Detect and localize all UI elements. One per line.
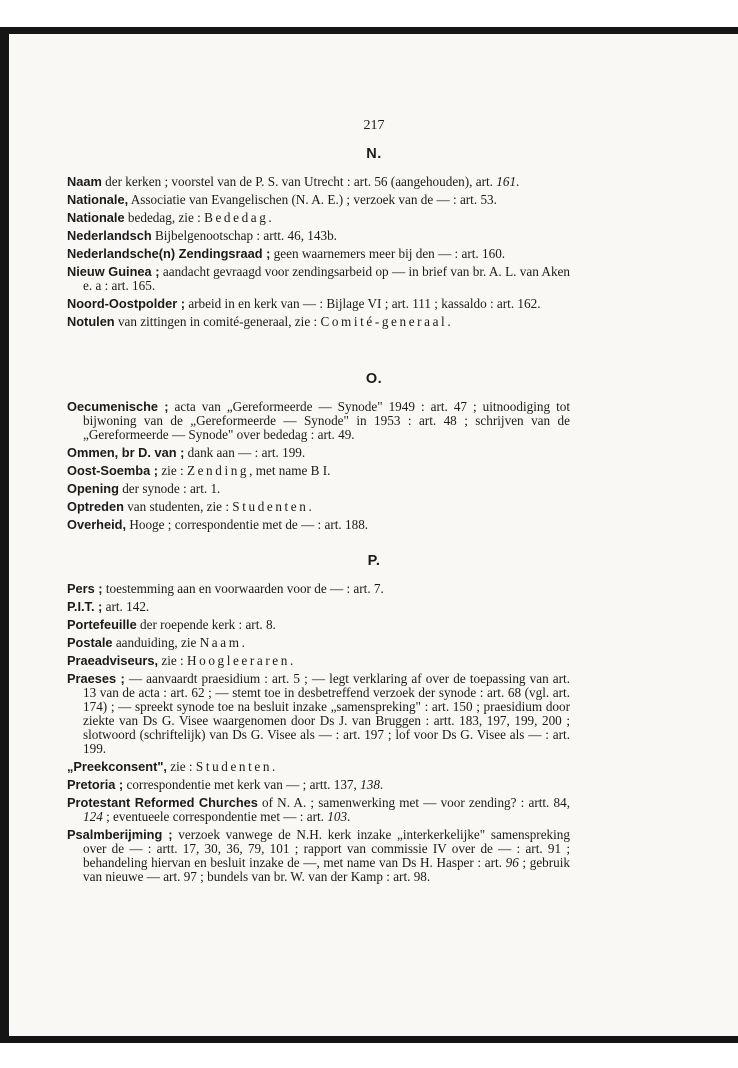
entry-headword: Opening xyxy=(67,481,119,496)
entry-headword: Portefeuille xyxy=(67,617,137,632)
index-entry: Nationale bededag, zie : Bededag. xyxy=(67,210,272,225)
index-entry: Postale aanduiding, zie Naam. xyxy=(67,635,245,650)
entry-headword: Postale xyxy=(67,635,113,650)
index-entry: Pers ; toestemming aan en voorwaarden voor de — : art. 7. xyxy=(67,581,384,596)
index-entry: Protestant Reformed Churches of N. A. ; samenwerking met — voor zending? : artt. 84, 124 ; eventueele correspondentie met — : art. 103. xyxy=(67,795,570,824)
index-entry: „Preekconsent", zie : Studenten. xyxy=(67,759,276,774)
cross-reference: Comité-generaal xyxy=(320,314,448,329)
index-entry: Noord-Oostpolder ; arbeid in en kerk van — : Bijlage VI ; art. 111 ; kassaldo : art. 162. xyxy=(67,296,541,311)
index-entry: Nieuw Guinea ; aandacht gevraagd voor zendingsarbeid op — in brief van br. A. L. van Aken e. a : art. 165. xyxy=(67,264,570,293)
entry-headword: Noord-Oostpolder ; xyxy=(67,296,186,311)
index-entry: Ommen, br D. van ; dank aan — : art. 199. xyxy=(67,445,306,460)
index-entry: Oost-Soemba ; zie : Zending, met name B I. xyxy=(67,463,331,478)
cross-reference: Zending xyxy=(186,463,250,478)
scan-border-top xyxy=(6,27,738,34)
index-entry: Oecumenische ; acta van „Gereformeerde — Synode" 1949 : art. 47 ; uitnoodiging tot bijwoning van de „Gereformeerde — Synode" in 1953 : art. 48 ; schrijven van de „Gereformeerde — Synode" over bededag : art. 49. xyxy=(67,399,570,442)
index-section-o xyxy=(67,400,570,532)
section-heading-o: O. xyxy=(365,371,383,387)
index-entry: Opening der synode : art. 1. xyxy=(67,481,221,496)
section-heading-p: P. xyxy=(367,553,381,569)
entry-headword: Praeadviseurs, xyxy=(67,653,159,668)
index-entry: Nationale, Associatie van Evangelischen (N. A. E.) ; verzoek van de — : art. 53. xyxy=(67,192,497,207)
index-entry: Portefeuille der roepende kerk : art. 8. xyxy=(67,617,276,632)
entry-headword: Optreden xyxy=(67,499,124,514)
cross-reference: Studenten xyxy=(232,499,309,514)
section-heading-n: N. xyxy=(366,146,382,162)
index-section-p xyxy=(67,582,570,884)
index-entry: Praeses ; — aanvaardt praesidium : art. 5 ; — legt verklaring af over de toepassing van art. 13 van de acta : art. 62 ; — stemt toe in desbetreffend verzoek der synode : art. 68 (vgl. art. 174) ; — spreekt synode toe na besluit inzake „samenspreking" : art. 150 ; praesidium door ziekte van Ds G. Visee waargenomen door Ds J. van Bruggen : artt. 183, 197, 199, 200 ; slotwoord (schriftelijk) van Ds G. Visee als — : art. 197 ; lof voor Ds G. Visee als — : art. 199. xyxy=(67,671,570,756)
entry-headword: Notulen xyxy=(67,314,115,329)
entry-headword: Pers ; xyxy=(67,581,103,596)
entry-headword: „Preekconsent", xyxy=(67,759,167,774)
entry-headword: Oost-Soemba ; xyxy=(67,463,159,478)
entry-headword: Pretoria ; xyxy=(67,777,124,792)
index-entry: Psalmberijming ; verzoek vanwege de N.H. kerk inzake „interkerkelijke" samenspreking over de — : artt. 17, 30, 36, 79, 101 ; rapport van commissie IV over de — : art. 91 ; behandeling hiervan en besluit inzake de —, met name van Ds H. Hasper : art. 96 ; gebruik van nieuwe — art. 97 ; bundels van br. W. van der Kamp : art. 98. xyxy=(67,827,571,884)
scan-border-bottom xyxy=(6,1036,738,1043)
index-entry: Overheid, Hooge ; correspondentie met de — : art. 188. xyxy=(67,517,369,532)
entry-headword: P.I.T. ; xyxy=(67,599,103,614)
index-entry: Pretoria ; correspondentie met kerk van — ; artt. 137, 138. xyxy=(67,777,384,792)
cross-reference: Bededag xyxy=(204,210,269,225)
entry-headword: Praeses ; xyxy=(67,671,125,686)
entry-headword: Ommen, br D. van ; xyxy=(67,445,185,460)
index-entry: Nederlandsch Bijbelgenootschap : artt. 46, 143b. xyxy=(67,228,337,243)
entry-headword: Oecumenische ; xyxy=(67,399,169,414)
cross-reference: Hoogleeraren xyxy=(187,653,290,668)
index-entry: Naam der kerken ; voorstel van de P. S. van Utrecht : art. 56 (aangehouden), art. 161. xyxy=(67,174,520,189)
entry-headword: Psalmberijming ; xyxy=(67,827,173,842)
scan-border-left xyxy=(0,27,9,1043)
index-section-n xyxy=(67,175,570,329)
book-page xyxy=(10,34,738,1036)
index-entry: P.I.T. ; art. 142. xyxy=(67,599,150,614)
entry-headword: Nationale, xyxy=(67,192,129,207)
entry-headword: Nederlandsche(n) Zendingsraad ; xyxy=(67,246,271,261)
index-entry: Notulen van zittingen in comité-generaal, zie : Comité-generaal. xyxy=(67,314,451,329)
entry-headword: Overheid, xyxy=(67,517,127,532)
index-entry: Nederlandsche(n) Zendingsraad ; geen waarnemers meer bij den — : art. 160. xyxy=(67,246,506,261)
entry-headword: Nationale xyxy=(67,210,125,225)
entry-headword: Naam xyxy=(67,174,102,189)
entry-headword: Nieuw Guinea ; xyxy=(67,264,160,279)
cross-reference: Naam xyxy=(199,635,242,650)
index-entry: Optreden van studenten, zie : Studenten. xyxy=(67,499,312,514)
entry-headword: Protestant Reformed Churches xyxy=(67,795,258,810)
entry-headword: Nederlandsch xyxy=(67,228,152,243)
cross-reference: Studenten xyxy=(195,759,273,774)
index-entry: Praeadviseurs, zie : Hoogleeraren. xyxy=(67,653,294,668)
page-number: 217 xyxy=(363,118,385,133)
